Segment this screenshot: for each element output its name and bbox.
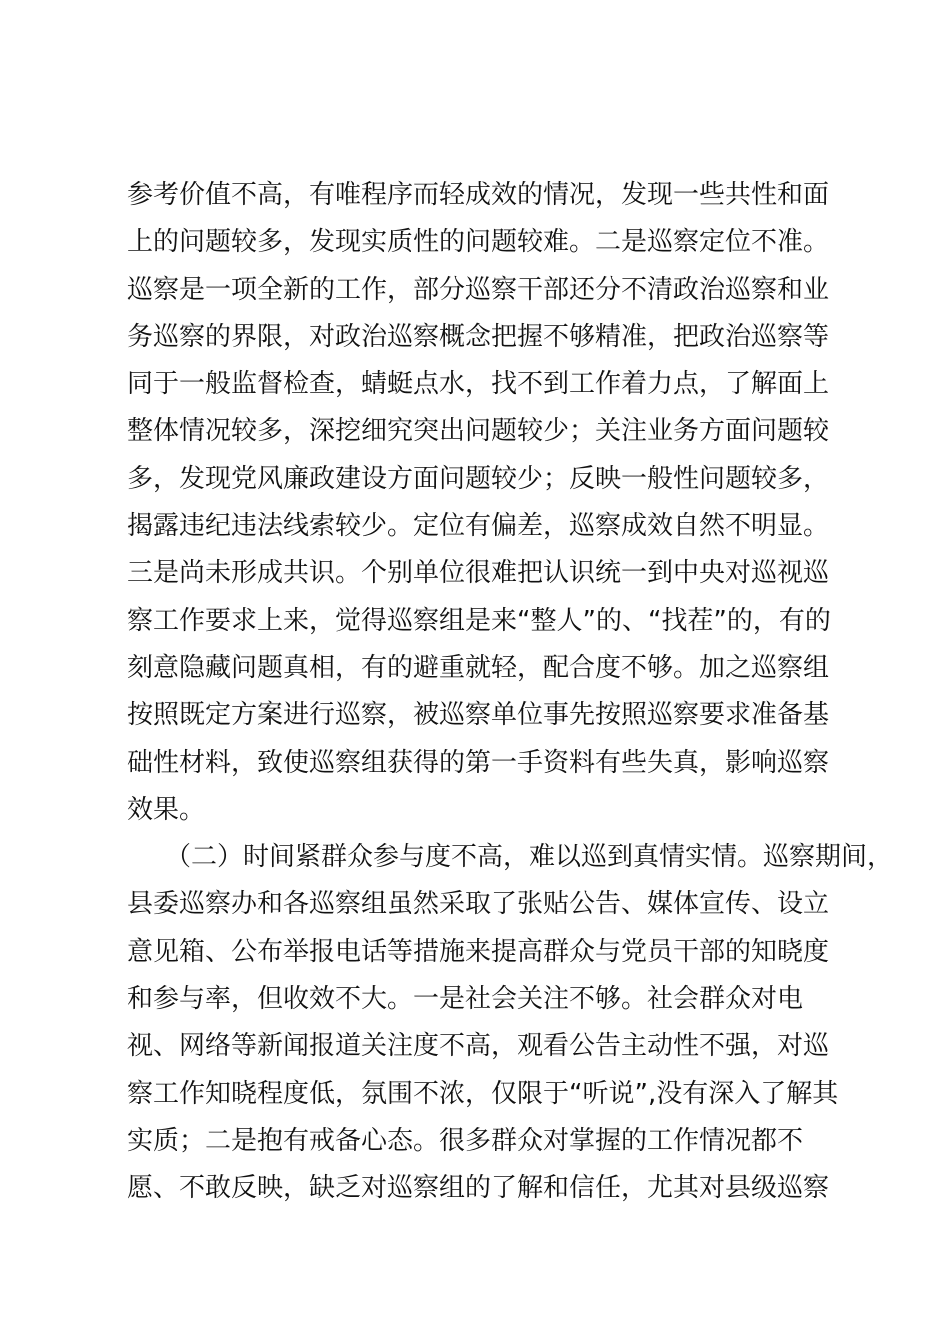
text-line: 视、网络等新闻报道关注度不高，观看公告主动性不强，对巡 <box>127 1031 830 1062</box>
text-line: 上的问题较多，发现实质性的问题较难。二是巡察定位不准。 <box>127 227 830 258</box>
section-heading-line: （二）时间紧群众参与度不高，难以巡到真情实情。巡察期间， <box>165 842 894 873</box>
text-line: 整体情况较多，深挖细究突出问题较少；关注业务方面问题较 <box>127 416 830 447</box>
text-line: 三是尚未形成共识。个别单位很难把认识统一到中央对巡视巡 <box>127 558 830 589</box>
text-line: 务巡察的界限，对政治巡察概念把握不够精准，把政治巡察等 <box>127 321 830 352</box>
text-line: 参考价值不高，有唯程序而轻成效的情况，发现一些共性和面 <box>127 180 830 210</box>
text-line: 揭露违纪违法线索较少。定位有偏差，巡察成效自然不明显。 <box>127 511 830 542</box>
body-text <box>127 172 894 1213</box>
text-line: 察工作要求上来，觉得巡察组是来“整人”的、“找茬”的，有的 <box>127 605 831 636</box>
text-line: 础性材料，致使巡察组获得的第一手资料有些失真，影响巡察 <box>127 747 830 778</box>
text-line: 刻意隐藏问题真相，有的避重就轻，配合度不够。加之巡察组 <box>127 652 830 683</box>
text-line: 愿、不敢反映，缺乏对巡察组的了解和信任，尤其对县级巡察 <box>127 1173 830 1204</box>
text-line: 察工作知晓程度低，氛围不浓，仅限于“听说”,没有深入了解其 <box>127 1078 839 1109</box>
text-line: 和参与率，但收效不大。一是社会关注不够。社会群众对电 <box>127 984 804 1015</box>
text-line: 同于一般监督检查，蜻蜓点水，找不到工作着力点，了解面上 <box>127 369 830 400</box>
text-line: 巡察是一项全新的工作，部分巡察干部还分不清政治巡察和业 <box>127 274 830 305</box>
text-line: 多，发现党风廉政建设方面问题较少；反映一般性问题较多， <box>127 463 830 494</box>
text-line: 县委巡察办和各巡察组虽然采取了张贴公告、媒体宣传、设立 <box>127 889 830 920</box>
text-line: 意见箱、公布举报电话等措施来提高群众与党员干部的知晓度 <box>127 936 830 967</box>
text-line: 效果。 <box>127 794 206 825</box>
text-line: 实质；二是抱有戒备心态。很多群众对掌握的工作情况都不 <box>127 1125 804 1156</box>
text-line: 按照既定方案进行巡察，被巡察单位事先按照巡察要求准备基 <box>127 700 830 731</box>
